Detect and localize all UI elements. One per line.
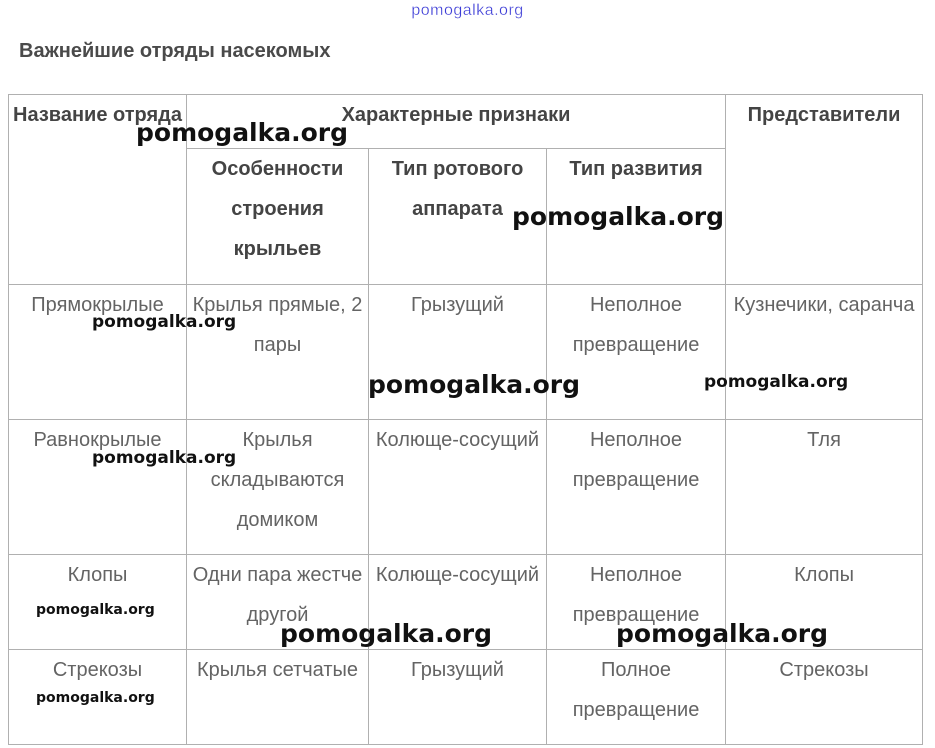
insect-orders-table (8, 94, 923, 745)
watermark: pomogalka.org (136, 118, 349, 147)
cell-representatives: Тля (726, 420, 923, 555)
cell-mouth: Колюще-сосущий (369, 420, 547, 555)
watermark: pomogalka.org (280, 619, 493, 648)
cell-representatives: Стрекозы (726, 650, 923, 745)
cell-mouth: Колюще-сосущий (369, 555, 547, 650)
cell-wings: Крылья складываются домиком (187, 420, 369, 555)
watermark: pomogalka.org (616, 619, 829, 648)
table-row (9, 555, 923, 650)
table-row (9, 650, 923, 745)
watermark: pomogalka.org (512, 202, 725, 231)
watermark: pomogalka.org (92, 312, 237, 332)
header-mouthparts: Тип ротового аппарата (369, 149, 547, 285)
watermark: pomogalka.org (368, 370, 581, 399)
cell-development: Неполное превращение (547, 420, 726, 555)
header-characteristics: Характерные признаки (187, 95, 726, 149)
cell-wings: Крылья прямые, 2 пары (187, 285, 369, 420)
cell-order: Клопы (9, 555, 187, 650)
cell-wings: Одни пара жестче другой (187, 555, 369, 650)
header-representatives: Представители (726, 95, 923, 285)
table-row (9, 285, 923, 420)
cell-order: Прямокрылые (9, 285, 187, 420)
header-wings: Особенности строения крыльев (187, 149, 369, 285)
watermark: pomogalka.org (92, 448, 237, 468)
cell-development: Неполное превращение (547, 285, 726, 420)
cell-mouth: Грызущий (369, 285, 547, 420)
watermark: pomogalka.org (704, 372, 849, 392)
page-title: Важнейшие отряды насекомых (19, 40, 331, 62)
cell-development: Неполное превращение (547, 555, 726, 650)
header-order-name: Название отряда (9, 95, 187, 285)
cell-order: Стрекозы (9, 650, 187, 745)
cell-representatives: Кузнечики, саранча (726, 285, 923, 420)
cell-wings: Крылья сетчатые (187, 650, 369, 745)
watermark: pomogalka.org (36, 690, 155, 706)
header-development: Тип развития (547, 149, 726, 285)
site-watermark-top: pomogalka.org (411, 2, 524, 19)
cell-order: Равнокрылые (9, 420, 187, 555)
table-row (9, 420, 923, 555)
header-row-top (9, 95, 923, 149)
cell-mouth: Грызущий (369, 650, 547, 745)
watermark: pomogalka.org (36, 602, 155, 618)
cell-development: Полное превращение (547, 650, 726, 745)
cell-representatives: Клопы (726, 555, 923, 650)
